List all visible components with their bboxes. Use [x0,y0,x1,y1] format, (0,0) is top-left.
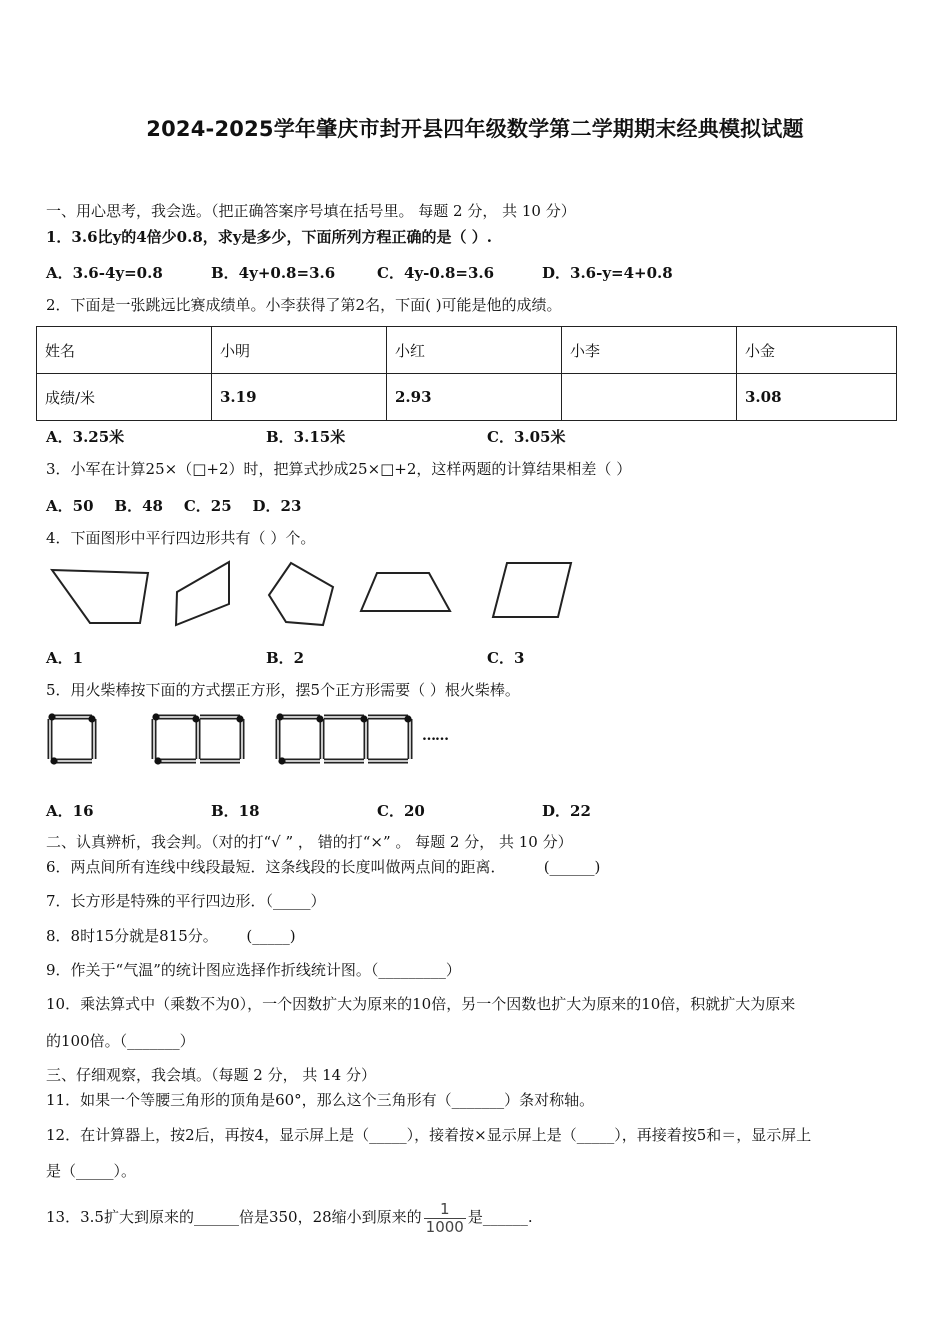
shape-trapezoid-irregular [52,570,148,623]
matchstick-head [50,757,57,764]
question-1-option-c[interactable]: C．4y-0.8=3.6 [377,264,495,282]
quadrilateral-figures [40,555,600,635]
question-1-option-d[interactable]: D．3.6-y=4+0.8 [542,264,673,282]
matchstick-head [316,715,323,722]
question-13-before: 13．3.5扩大到原来的______倍是350，28缩小到原来的 [46,1208,422,1226]
question-7: 7．长方形是特殊的平行四边形．（_____） [46,892,326,910]
matchstick-head [88,715,95,722]
question-10-line-1: 10．乘法算式中（乘数不为0），一个因数扩大为原来的10倍，另一个因数也扩大为原来的10倍，积就扩大为原来 [46,995,796,1013]
question-5-option-a[interactable]: A．16 [46,802,94,820]
fraction-numerator: 1 [424,1201,466,1219]
question-10-line-2: 的100倍。（_______） [46,1032,195,1050]
section-1-heading: 一、用心思考，我会选。（把正确答案序号填在括号里。 每题 2 分， 共 10 分） [46,202,576,220]
matchstick-head [154,757,161,764]
table-cell: 姓名 [37,327,212,374]
score-table [36,326,897,421]
table-cell [562,374,737,421]
question-9: 9．作关于“气温”的统计图应选择作折线统计图。（_________） [46,961,461,979]
page-title: 2024-2025学年肇庆市封开县四年级数学第二学期期末经典模拟试题 [146,117,804,141]
matchstick-head [192,715,199,722]
question-2-stem: 2．下面是一张跳远比赛成绩单。小李获得了第2名，下面( )可能是他的成绩。 [46,296,562,314]
section-2-heading: 二、认真辨析，我会判。（对的打“√ ” ， 错的打“×” 。 每题 2 分， 共 10 分） [46,833,573,851]
question-6: 6．两点间所有连线中线段最短．这条线段的长度叫做两点间的距离． (______) [46,858,601,876]
matchstick-head [48,713,55,720]
question-5-option-c[interactable]: C．20 [377,802,425,820]
question-3-stem: 3．小军在计算25×（□+2）时，把算式抄成25×□+2，这样两题的计算结果相差（ ） [46,460,632,478]
question-4-option-b[interactable]: B．2 [266,649,305,667]
table-cell: 3.19 [212,374,387,421]
shape-parallelogram-narrow [176,562,229,625]
table-cell: 成绩/米 [37,374,212,421]
question-5-option-b[interactable]: B．18 [211,802,260,820]
fraction-denominator: 1000 [425,1217,464,1236]
question-2-option-c[interactable]: C．3.05米 [487,428,566,446]
question-4-stem: 4．下面图形中平行四边形共有（ ）个。 [46,529,316,547]
question-5-stem: 5．用火柴棒按下面的方式摆正方形，摆5个正方形需要（ ）根火柴棒。 [46,681,520,699]
fraction [424,1201,466,1236]
question-13-after: 是______. [467,1208,533,1226]
question-13 [46,1199,533,1236]
question-1-option-a[interactable]: A．3.6-4y=0.8 [46,264,163,282]
question-12-line-2: 是（_____）。 [46,1162,137,1180]
matchstick-head [404,715,411,722]
question-3-options[interactable]: A．50 B．48 C．25 D．23 [46,497,302,515]
question-11: 11．如果一个等腰三角形的顶角是60°，那么这个三角形有（_______）条对称轴。 [46,1091,595,1109]
table-cell: 小金 [737,327,897,374]
matchstick-head [152,713,159,720]
table-cell: 小明 [212,327,387,374]
table-row [37,374,897,421]
shape-trapezoid [361,573,450,611]
question-12-line-1: 12．在计算器上，按2后，再按4，显示屏上是（_____），接着按×显示屏上是（_____），再接着按5和＝，显示屏上 [46,1126,812,1144]
table-cell: 2.93 [387,374,562,421]
question-4-option-c[interactable]: C．3 [487,649,525,667]
table-cell: 小红 [387,327,562,374]
matchstick-squares-figure [40,705,470,775]
question-2-option-a[interactable]: A．3.25米 [46,428,125,446]
matchstick-head [276,713,283,720]
matchstick-ellipsis: …… [422,728,448,744]
table-cell: 小李 [562,327,737,374]
matchstick-head [236,715,243,722]
question-4-option-a[interactable]: A．1 [46,649,84,667]
question-1-stem: 1．3.6比y的4倍少0.8，求y是多少，下面所列方程正确的是（ ）. [46,228,492,246]
table-cell: 3.08 [737,374,897,421]
section-3-heading: 三、仔细观察，我会填。（每题 2 分， 共 14 分） [46,1066,376,1084]
shape-pentagon [269,563,333,625]
table-header-row [37,327,897,374]
matchstick-head [360,715,367,722]
question-8: 8．8时15分就是815分。 (_____) [46,927,296,945]
shape-parallelogram [493,563,571,617]
question-2-option-b[interactable]: B．3.15米 [266,428,346,446]
matchstick-head [278,757,285,764]
question-1-option-b[interactable]: B．4y+0.8=3.6 [211,264,336,282]
question-5-option-d[interactable]: D．22 [542,802,591,820]
